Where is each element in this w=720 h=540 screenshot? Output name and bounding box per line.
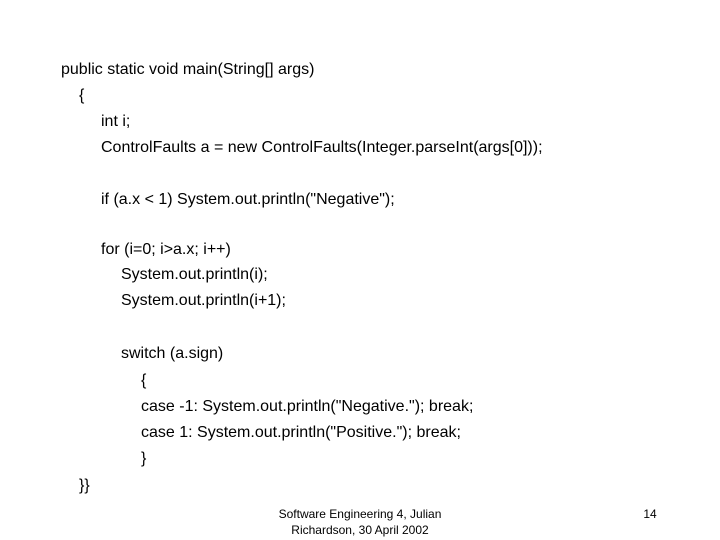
code-line-case-positive: case 1: System.out.println("Positive."); break; [141,424,461,441]
footer-credit-line-2: Richardson, 30 April 2002 [291,523,429,537]
code-line-int-declaration: int i; [101,113,131,130]
page-number: 14 [643,507,657,521]
code-line-switch-open-brace: { [141,372,147,389]
code-line-case-negative: case -1: System.out.println("Negative."); break; [141,398,474,415]
code-line-println-i: System.out.println(i); [121,266,268,283]
footer-credit-line-1: Software Engineering 4, Julian [278,507,442,521]
code-line-switch-close-brace: } [141,450,147,467]
code-line-close-braces: }} [79,477,90,494]
code-line-for-loop: for (i=0; i>a.x; i++) [101,241,231,258]
code-line-switch: switch (a.sign) [121,345,224,362]
code-line-println-i-plus-1: System.out.println(i+1); [121,292,286,309]
footer-credit [260,506,460,538]
code-line-main-signature: public static void main(String[] args) [61,61,315,78]
code-line-if-statement: if (a.x < 1) System.out.println("Negative"); [101,191,395,208]
code-line-object-creation: ControlFaults a = new ControlFaults(Integer.parseInt(args[0])); [101,139,543,156]
code-line-open-brace: { [79,87,85,104]
